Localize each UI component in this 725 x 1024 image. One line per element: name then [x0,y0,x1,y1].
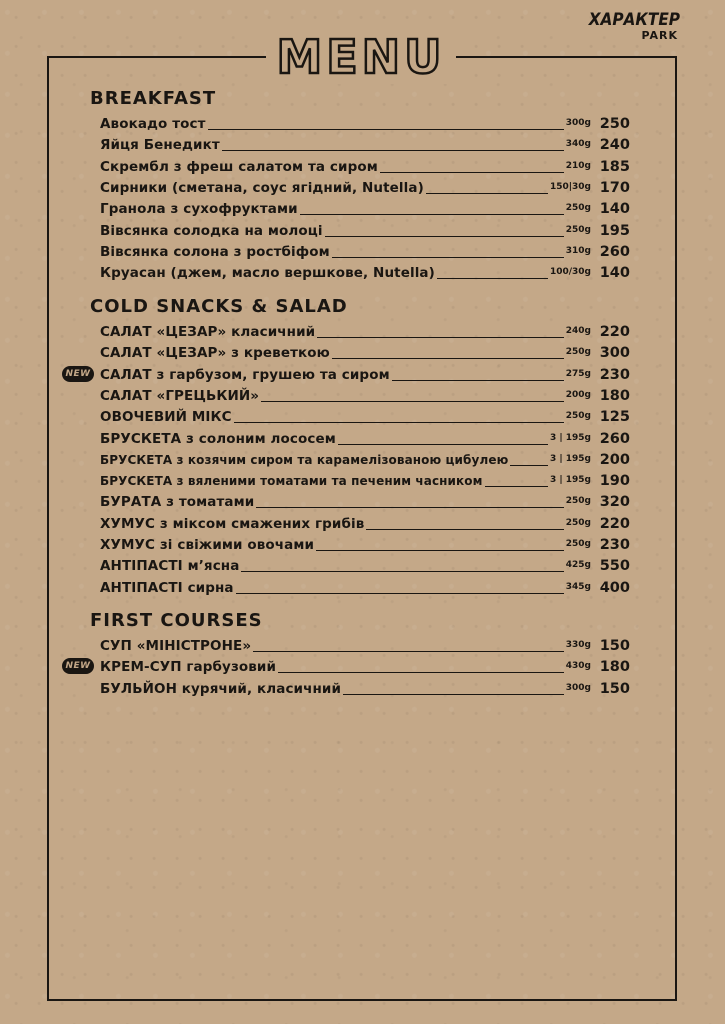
menu-item-price: 220 [599,324,630,340]
menu-item [100,677,630,698]
menu-item [100,384,630,405]
leader-line [278,672,564,673]
menu-item-weight: 3 | 195g [549,453,591,464]
menu-item [100,427,630,448]
menu-item-price: 180 [599,659,630,676]
section-title: BREAKFAST [90,88,217,109]
menu-item-weight: 250g [565,224,591,235]
menu-item-weight: 100/30g [549,267,591,278]
menu-item [100,133,630,154]
menu-item [100,155,630,176]
menu-item-name: Круасан (джем, масло вершкове, Nutella) [100,265,435,282]
leader-line [256,507,563,508]
menu-item-name: АНТІПАСТІ м’ясна [100,558,240,575]
menu-item-weight: 250g [565,411,591,422]
menu-item-price: 230 [599,366,630,383]
menu-item-name: Скрембл з фреш салатом та сиром [100,158,378,175]
menu-item-weight: 310g [565,245,591,256]
menu-item-price: 200 [599,451,630,468]
menu-item [100,469,630,490]
leader-line [222,150,564,151]
menu-item-price: 140 [599,201,630,218]
menu-item-price: 230 [599,537,630,553]
menu-item-weight: 250g [565,539,591,549]
leader-line [234,422,564,423]
menu-item [100,490,630,511]
leader-line [317,337,564,338]
menu-item-name: ОВОЧЕВИЙ МІКС [100,409,232,426]
menu-item-weight: 3 | 195g [549,432,591,443]
menu-item-name: БУЛЬЙОН курячий, класичний [100,680,342,697]
leader-line [426,193,548,194]
menu-item-price: 125 [599,409,630,426]
menu-item-name: АНТІПАСТІ сирна [100,579,234,596]
menu-item-price: 170 [599,179,630,196]
menu-item-price: 140 [599,265,630,282]
menu-item-price: 240 [599,137,630,154]
menu-item-weight: 275g [565,368,591,379]
menu-item-name: САЛАТ «ГРЕЦЬКИЙ» [100,387,260,404]
menu-item-price: 220 [599,515,630,532]
menu-item-price: 180 [599,387,630,404]
menu-item [100,576,630,597]
menu-item-weight: 250g [565,517,591,528]
menu-item [100,320,630,341]
menu-item-name: Вівсянка солодка на молоці [100,222,323,239]
menu-item-name: Вівсянка солона з ростбіфом [100,243,330,260]
leader-line [332,358,564,359]
menu-item [100,112,630,133]
menu-item [100,240,630,261]
menu-item-name: КРЕМ-СУП гарбузовий [100,659,277,676]
leader-line [380,172,564,173]
menu-item [100,533,630,554]
menu-item-weight: 200g [565,389,591,400]
menu-item-weight: 345g [565,581,591,592]
leader-line [325,236,564,237]
menu-item-price: 250 [599,116,630,132]
menu-item-name: Сирники (сметана, соус ягідний, Nutella) [100,179,424,196]
menu-item-price: 150 [599,680,630,697]
leader-line [392,380,564,381]
menu-item-name: ХУМУС зі свіжими овочами [100,537,315,553]
menu-item [100,448,630,469]
leader-line [338,444,548,445]
menu-item-price: 300 [599,345,630,362]
leader-line [261,401,564,402]
menu-item [100,405,630,426]
menu-item-name: Авокадо тост [100,116,206,132]
menu-item-weight: 300g [565,118,591,128]
menu-item-name: БРУСКЕТА з вяленими томатами та печеним часником [100,474,483,489]
menu-item-weight: 250g [565,347,591,358]
menu-item-weight: 210g [565,160,591,171]
menu-item [100,341,630,362]
menu-title: MENU [276,30,446,84]
menu-item-name: САЛАТ «ЦЕЗАР» класичний [100,324,316,340]
leader-line [253,651,564,652]
menu-item-price: 190 [599,473,630,490]
menu-item-name: ХУМУС з міксом смажених грибів [100,515,365,532]
new-badge-icon: NEW [62,366,94,382]
menu-item-price: 195 [599,222,630,239]
leader-line [366,529,563,530]
leader-line [241,571,563,572]
menu-item-weight: 330g [565,640,591,650]
menu-item-name: Яйця Бенедикт [100,137,220,154]
menu-item-weight: 240g [565,326,591,336]
leader-line [437,278,548,279]
menu-item-price: 260 [599,243,630,260]
new-badge-icon: NEW [62,658,94,674]
menu-item-price: 320 [599,494,630,511]
section-title: COLD SNACKS & SALAD [90,296,348,317]
menu-item-name: БУРАТА з томатами [100,494,255,511]
menu-item-name: БРУСКЕТА з солоним лососем [100,430,336,447]
menu-item [100,219,630,240]
menu-item-weight: 430g [565,661,591,672]
menu-item-weight: 340g [565,139,591,150]
menu-title-wrap [266,30,456,84]
leader-line [236,593,564,594]
menu-item-weight: 300g [565,682,591,693]
leader-line [208,129,564,130]
leader-line [485,486,548,487]
menu-item [100,363,630,384]
menu-item [100,197,630,218]
menu-item-name: САЛАТ «ЦЕЗАР» з креветкою [100,345,330,362]
leader-line [316,550,564,551]
menu-item-weight: 425g [565,560,591,571]
brand-name: ХАРАКТЕР [588,10,680,30]
menu-item-name: Гранола з сухофруктами [100,201,298,218]
menu-item [100,655,630,676]
menu-item-price: 260 [599,430,630,447]
menu-item-name: САЛАТ з гарбузом, грушею та сиром [100,366,390,383]
menu-item [100,512,630,533]
section-title: FIRST COURSES [90,610,263,631]
menu-item-name: СУП «МІНІСТРОНЕ» [100,638,252,654]
leader-line [343,694,564,695]
menu-item-price: 150 [599,638,630,654]
menu-item-name: БРУСКЕТА з козячим сиром та карамелізованою цибулею [100,452,509,467]
menu-item-weight: 250g [565,496,591,507]
leader-line [332,257,564,258]
leader-line [510,465,548,466]
menu-item [100,176,630,197]
menu-item [100,634,630,655]
menu-item-weight: 3 | 195g [549,475,591,486]
leader-line [300,214,564,215]
brand-logo [570,10,680,42]
brand-subtitle: PARK [641,29,678,42]
menu-item-price: 185 [599,158,630,175]
menu-item-weight: 150|30g [549,181,591,192]
menu-item-weight: 250g [565,203,591,214]
menu-item-price: 400 [599,579,630,596]
menu-item [100,261,630,282]
menu-item [100,554,630,575]
menu-item-price: 550 [599,558,630,575]
